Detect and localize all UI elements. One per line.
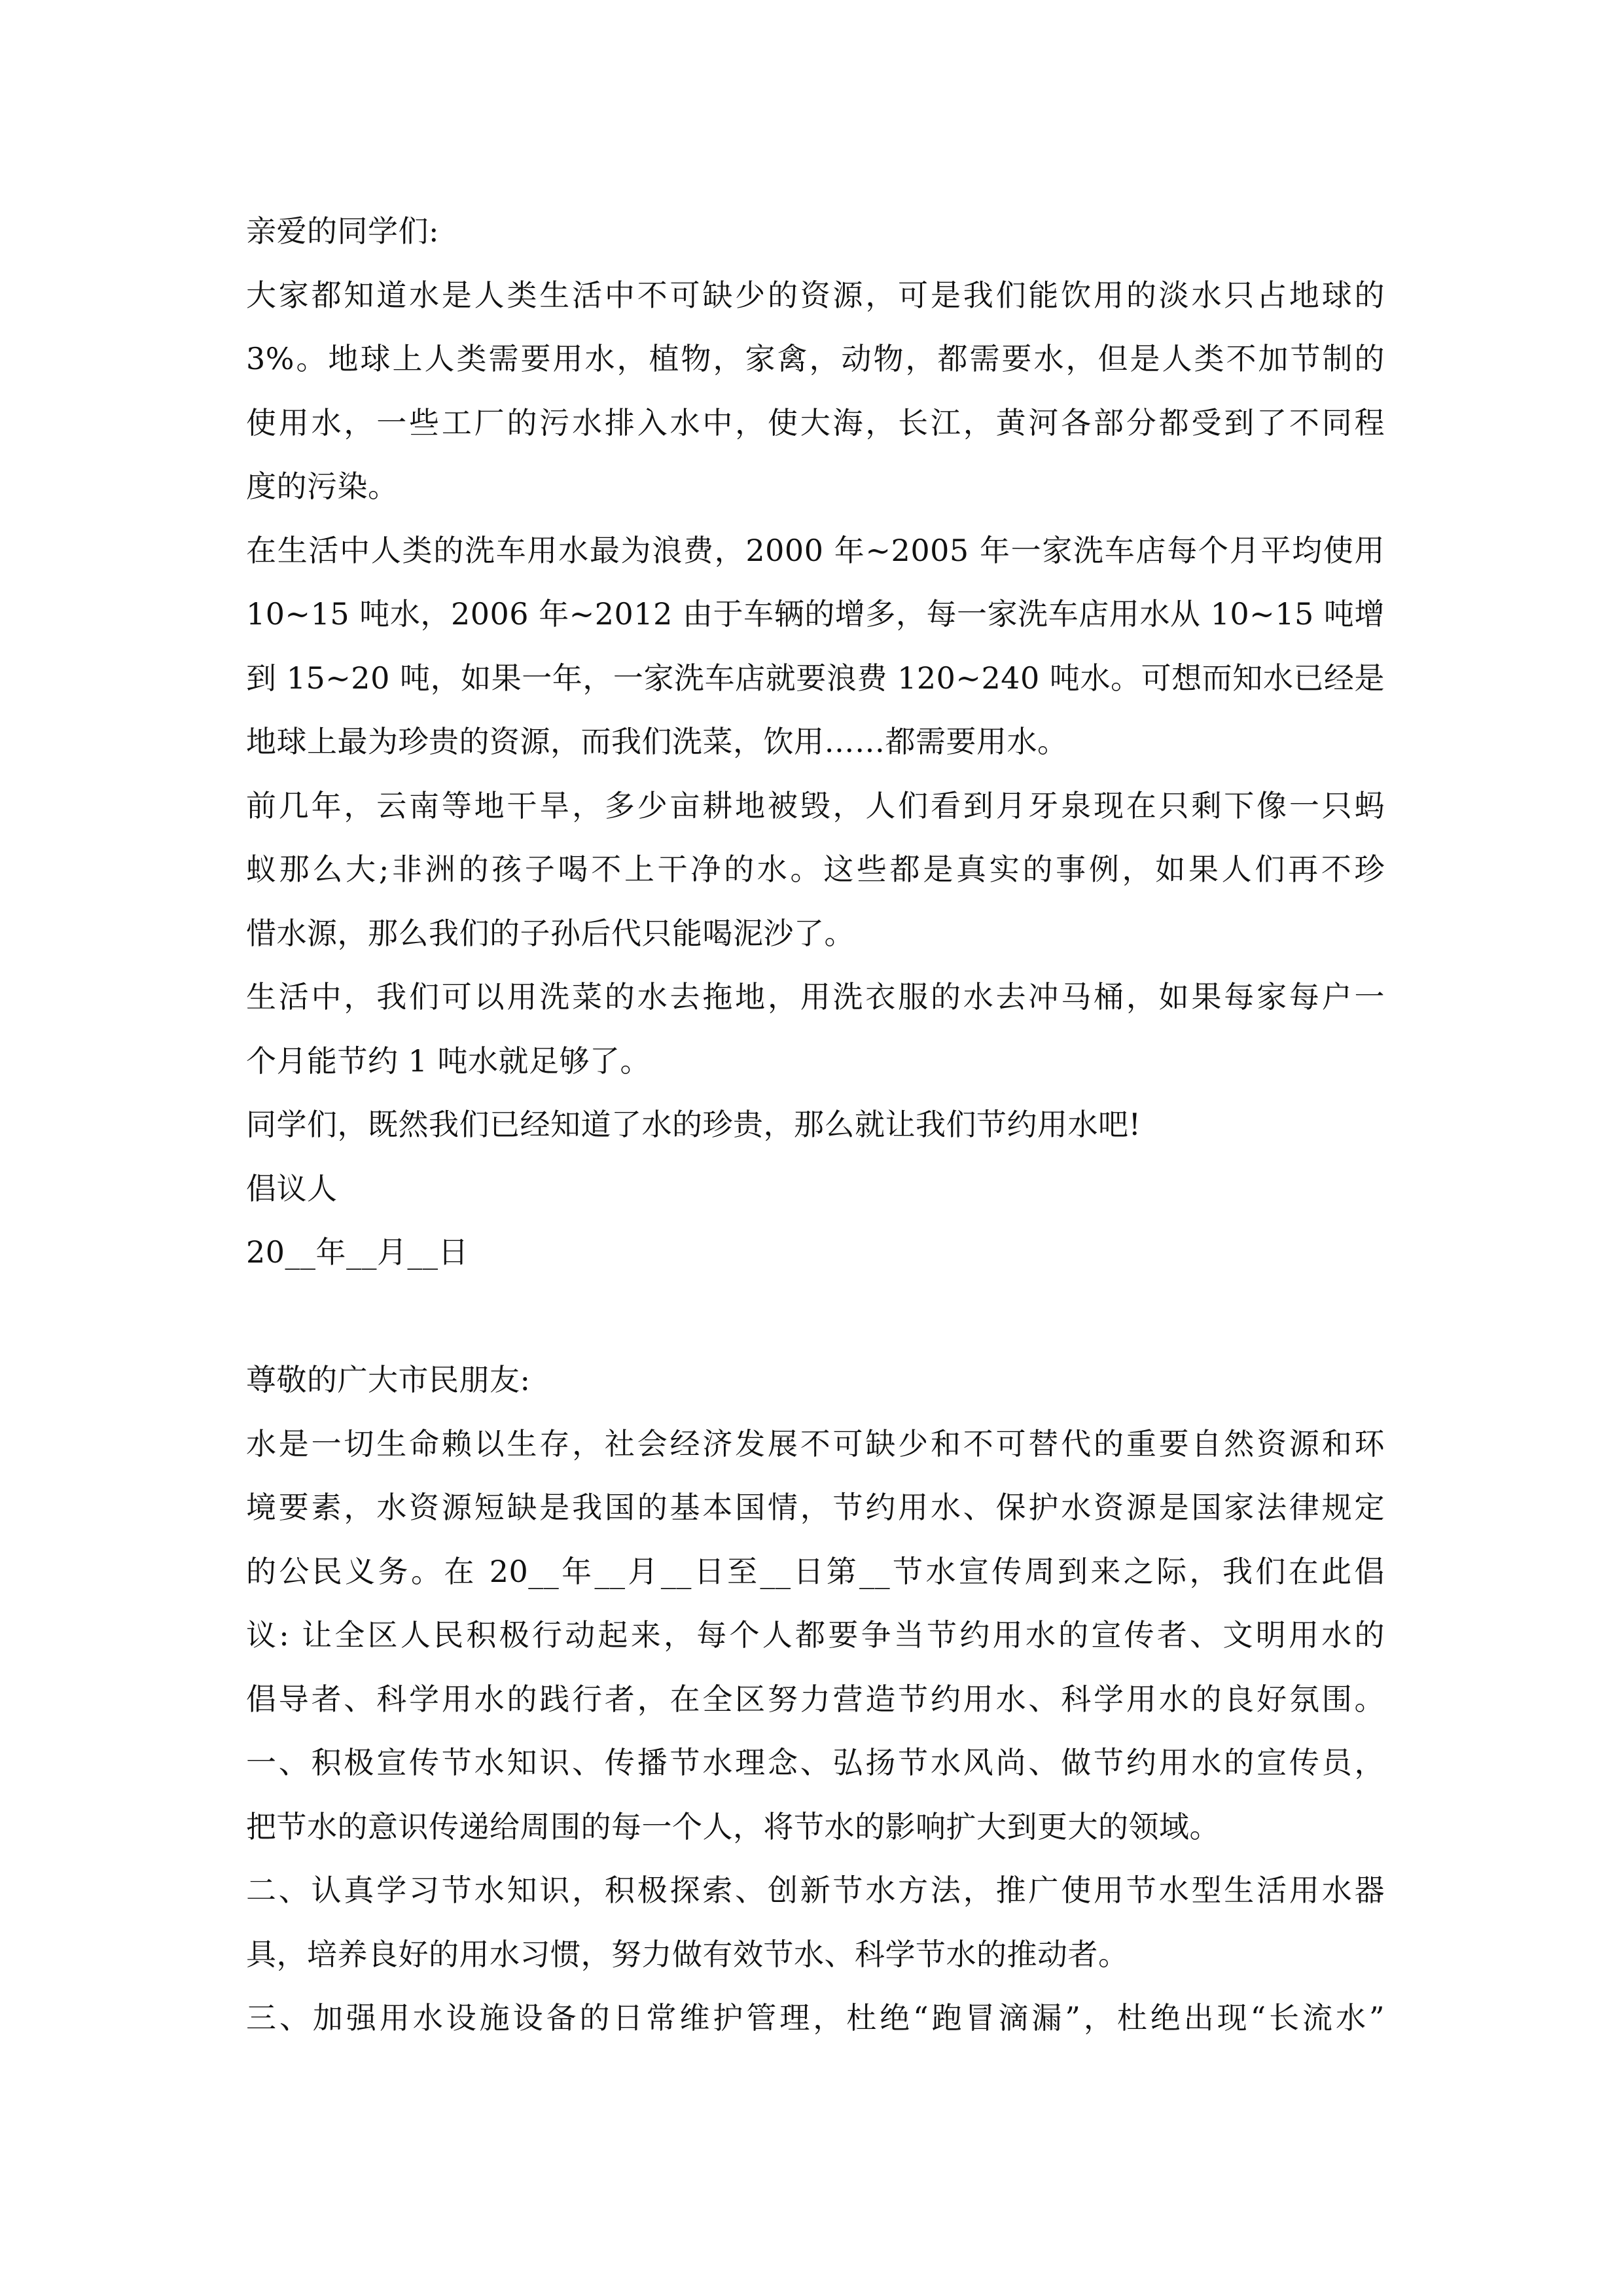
letter2-item3-line: 三、加强用水设施设备的日常维护管理，杜绝“跑冒滴漏”，杜绝出现“长流水” <box>246 2000 1385 2036</box>
letter1-p1-line: 3%。地球上人类需要用水，植物，家禽，动物，都需要水，但是人类不加节制的 <box>246 341 1385 376</box>
letter1-p3-line: 蚁那么大;非洲的孩子喝不上干净的水。这些都是真实的事例，如果人们再不珍 <box>246 852 1385 887</box>
letter1-p5: 同学们，既然我们已经知道了水的珍贵，那么就让我们节约用水吧! <box>246 1107 1141 1142</box>
letter1-p2-line: 到 15~20 吨，如果一年，一家洗车店就要浪费 120~240 吨水。可想而知水已经是 <box>246 660 1385 696</box>
letter1-p2-line: 10~15 吨水，2006 年~2012 由于车辆的增多，每一家洗车店用水从 10~15 吨增 <box>246 596 1385 632</box>
letter1-p2-line: 在生活中人类的洗车用水最为浪费，2000 年~2005 年一家洗车店每个月平均使用 <box>246 532 1385 568</box>
letter1-p4-line: 个月能节约 1 吨水就足够了。 <box>246 1043 651 1079</box>
letter2-item1-line: 一、积极宣传节水知识、传播节水理念、弘扬节水风尚、做节约用水的宣传员， <box>246 1745 1385 1780</box>
letter2-item2-line: 具，培养良好的用水习惯，努力做有效节水、科学节水的推动者。 <box>246 1936 1129 1972</box>
letter2-item2-line: 二、认真学习节水知识，积极探索、创新节水方法，推广使用节水型生活用水器 <box>246 1873 1385 1908</box>
letter1-p1-line: 使用水，一些工厂的污水排入水中，使大海，长江，黄河各部分都受到了不同程 <box>246 404 1385 440</box>
letter2-greeting: 尊敬的广大市民朋友: <box>246 1362 531 1397</box>
letter2-p1-line: 倡导者、科学用水的践行者，在全区努力营造节约用水、科学用水的良好氛围。 <box>246 1681 1385 1717</box>
letter2-p1-line: 议: 让全区人民积极行动起来，每个人都要争当节约用水的宣传者、文明用水的 <box>246 1617 1385 1653</box>
letter1-p1-line: 大家都知道水是人类生活中不可缺少的资源，可是我们能饮用的淡水只占地球的 <box>246 277 1385 313</box>
letter1-date: 20__年__月__日 <box>246 1234 469 1270</box>
letter1-p1-line: 度的污染。 <box>246 469 399 504</box>
section-spacer <box>246 1285 1385 1349</box>
letter2-p1-line: 境要素，水资源短缺是我国的基本国情，节约用水、保护水资源是国家法律规定 <box>246 1490 1385 1525</box>
letter1-p3-line: 前几年，云南等地干旱，多少亩耕地被毁，人们看到月牙泉现在只剩下像一只蚂 <box>246 787 1385 823</box>
letter2-item1-line: 把节水的意识传递给周围的每一个人，将节水的影响扩大到更大的领域。 <box>246 1808 1220 1844</box>
letter1-greeting: 亲爱的同学们: <box>246 213 439 249</box>
letter1-p2-line: 地球上最为珍贵的资源，而我们洗菜，饮用……都需要用水。 <box>246 724 1068 759</box>
letter1-p4-line: 生活中，我们可以用洗菜的水去拖地，用洗衣服的水去冲马桶，如果每家每户一 <box>246 979 1385 1014</box>
document-body <box>246 200 1385 2051</box>
letter2-p1-line: 水是一切生命赖以生存，社会经济发展不可缺少和不可替代的重要自然资源和环 <box>246 1426 1385 1462</box>
letter2-p1-line: 的公民义务。在 20__年__月__日至__日第__节水宣传周到来之际，我们在此倡 <box>246 1553 1385 1589</box>
letter1-p3-line: 惜水源，那么我们的子孙后代只能喝泥沙了。 <box>246 915 855 951</box>
letter1-signer: 倡议人 <box>246 1170 338 1206</box>
